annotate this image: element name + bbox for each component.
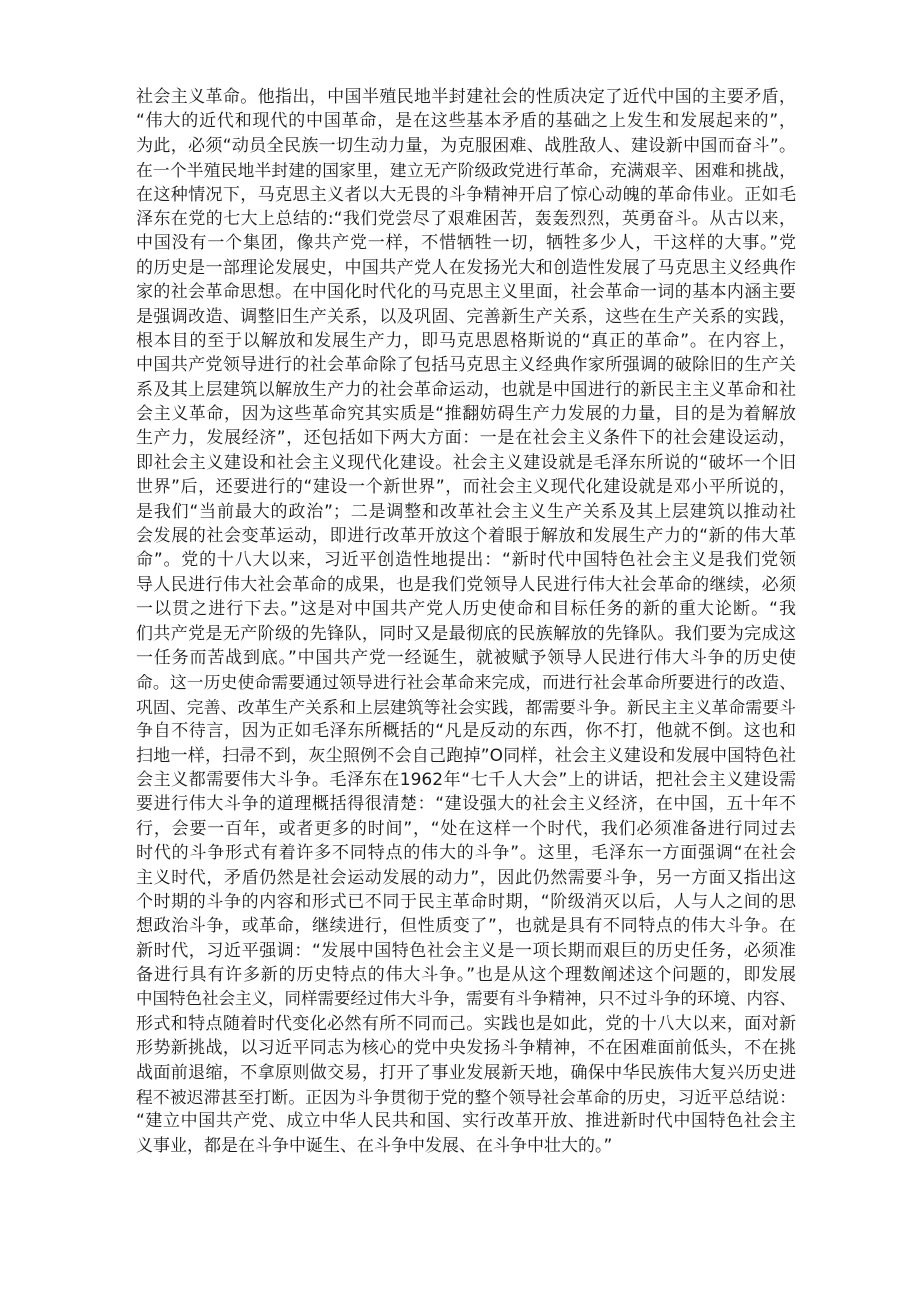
text-line: 会主义革命，因为这些革命究其实质是“推翻妨碍生产力发展的力量，目的是为着解放 xyxy=(136,404,796,425)
text-line: “建立中国共产党、成立中华人民共和国、实行改革开放、推进新时代中国特色社会主 xyxy=(136,1111,796,1132)
text-line: 时代的斗争形式有着许多不同特点的伟大的斗争”。这里，毛泽东一方面强调“在社会 xyxy=(136,843,796,864)
text-line: 新时代，习近平强调：“发展中国特色社会主义是一项长期而艰巨的历史任务，必须准 xyxy=(136,940,796,961)
text-line: 要进行伟大斗争的道理概括得很清楚：“建设强大的社会主义经济，在中国，五十年不 xyxy=(136,794,796,815)
text-line: 形势新挑战，以习近平同志为核心的党中央发扬斗争精神，不在困难面前低头，不在挑 xyxy=(136,1038,796,1059)
text-line: 是我们“当前最大的政治”；二是调整和改革社会主义生产关系及其上层建筑以推动社 xyxy=(136,501,796,522)
text-line: 会发展的社会变革运动，即进行改革开放这个着眼于解放和发展生产力的“新的伟大革 xyxy=(136,526,796,547)
text-line: 系及其上层建筑以解放生产力的社会革命运动，也就是中国进行的新民主主义革命和社 xyxy=(136,379,796,400)
text-line: 程不被迟滞甚至打断。正因为斗争贯彻于党的整个领导社会革命的历史，习近平总结说： xyxy=(136,1087,796,1108)
text-line: 个时期的斗争的内容和形式已不同于民主革命时期，“阶级消灭以后，人与人之间的思 xyxy=(136,891,796,912)
text-line: “伟大的近代和现代的中国革命，是在这些基本矛盾的基础之上发生和发展起来的”， xyxy=(136,111,796,132)
text-line: 是强调改造、调整旧生产关系，以及巩固、完善新生产关系，这些在生产关系的实践， xyxy=(136,306,796,327)
text-line: 的历史是一部理论发展史，中国共产党人在发扬光大和创造性发展了马克思主义经典作 xyxy=(136,257,796,278)
text-line: 备进行具有许多新的历史特点的伟大斗争。”也是从这个理数阐述这个问题的，即发展 xyxy=(136,965,796,986)
text-line: 家的社会革命思想。在中国化时代化的马克思主义里面，社会革命一词的基本内涵主要 xyxy=(136,282,796,303)
text-line: 中国共产党领导进行的社会革命除了包括马克思主义经典作家所强调的破除旧的生产关 xyxy=(136,355,796,376)
text-line: 中国特色社会主义，同样需要经过伟大斗争，需要有斗争精神，只不过斗争的环境、内容、 xyxy=(136,989,796,1009)
text-line: 为此，必须“动员全民族一切生动力量，为克服困难、战胜敌人、建设新中国而奋斗”。 xyxy=(136,135,796,156)
text-line: 泽东在党的七大上总结的:“我们党尝尽了艰难困苦，轰轰烈烈，英勇奋斗。从古以来， xyxy=(136,208,796,229)
text-line: 义事业，都是在斗争中诞生、在斗争中发展、在斗争中壮大的。” xyxy=(136,1135,613,1156)
text-line: 一以贯之进行下去。”这是对中国共产党人历史使命和目标任务的新的重大论断。“我 xyxy=(136,599,796,620)
text-line: 形式和特点随着时代变化必然有所不同而己。实践也是如此，党的十八大以来，面对新 xyxy=(136,1013,796,1034)
text-line: 扫地一样，扫帚不到，灰尘照例不会自己跑掉”O同样，社会主义建设和发展中国特色社 xyxy=(136,745,796,766)
text-line: 根本目的至于以解放和发展生产力，即马克思恩格斯说的“真正的革命”。在内容上， xyxy=(136,330,796,351)
text-line: 命”。党的十八大以来，习近平创造性地提出：“新时代中国特色社会主义是我们党领 xyxy=(136,550,796,571)
body-text xyxy=(136,85,796,1158)
text-line: 会主义都需要伟大斗争。毛泽东在1962年“七千人大会”上的讲话，把社会主义建设需 xyxy=(136,769,796,790)
text-line: 主义时代，矛盾仍然是社会运动发展的动力”，因此仍然需要斗争，另一方面又指出这 xyxy=(136,867,796,888)
text-line: 即社会主义建设和社会主义现代化建设。社会主义建设就是毛泽东所说的“破坏一个旧 xyxy=(136,452,796,473)
text-line: 生产力，发展经济”，还包括如下两大方面：一是在社会主义条件下的社会建设运动， xyxy=(136,428,796,449)
text-line: 世界”后，还要进行的“建设一个新世界”，而社会主义现代化建设就是邓小平所说的， xyxy=(136,477,796,498)
text-line: 巩固、完善、改革生产关系和上层建筑等社会实践，都需要斗争。新民主主义革命需要斗 xyxy=(136,696,796,717)
text-line: 中国没有一个集团，像共产党一样，不惜牺牲一切，牺牲多少人，干这样的大事。”党 xyxy=(136,233,796,254)
text-line: 社会主义革命。他指出，中国半殖民地半封建社会的性质决定了近代中国的主要矛盾， xyxy=(136,87,796,107)
text-line: 导人民进行伟大社会革命的成果，也是我们党领导人民进行伟大社会革命的继续，必须 xyxy=(136,574,796,595)
text-line: 一任务而苦战到底。”中国共产党一经诞生，就被赋予领导人民进行伟大斗争的历史使 xyxy=(136,647,796,668)
text-line: 在这种情况下，马克思主义者以大无畏的斗争精神开启了惊心动魄的革命伟业。正如毛 xyxy=(136,184,796,205)
text-line: 想政治斗争，或革命，继续进行，但性质变了”，也就是具有不同特点的伟大斗争。在 xyxy=(136,916,796,937)
text-line: 命。这一历史使命需要通过领导进行社会革命来完成，而进行社会革命所要进行的改造、 xyxy=(136,672,796,693)
text-line: 们共产党是无产阶级的先锋队，同时又是最彻底的民族解放的先锋队。我们要为完成这 xyxy=(136,623,796,644)
text-line: 在一个半殖民地半封建的国家里，建立无产阶级政党进行革命，充满艰辛、困难和挑战， xyxy=(136,160,796,181)
text-line: 争自不待言，因为正如毛泽东所概括的“凡是反动的东西，你不打，他就不倒。这也和 xyxy=(136,721,796,742)
text-line: 行，会要一百年，或者更多的时间”，“处在这样一个时代，我们必须准备进行同过去 xyxy=(136,818,796,839)
text-line: 战面前退缩，不拿原则做交易，打开了事业发展新天地，确保中华民族伟大复兴历史进 xyxy=(136,1062,796,1083)
